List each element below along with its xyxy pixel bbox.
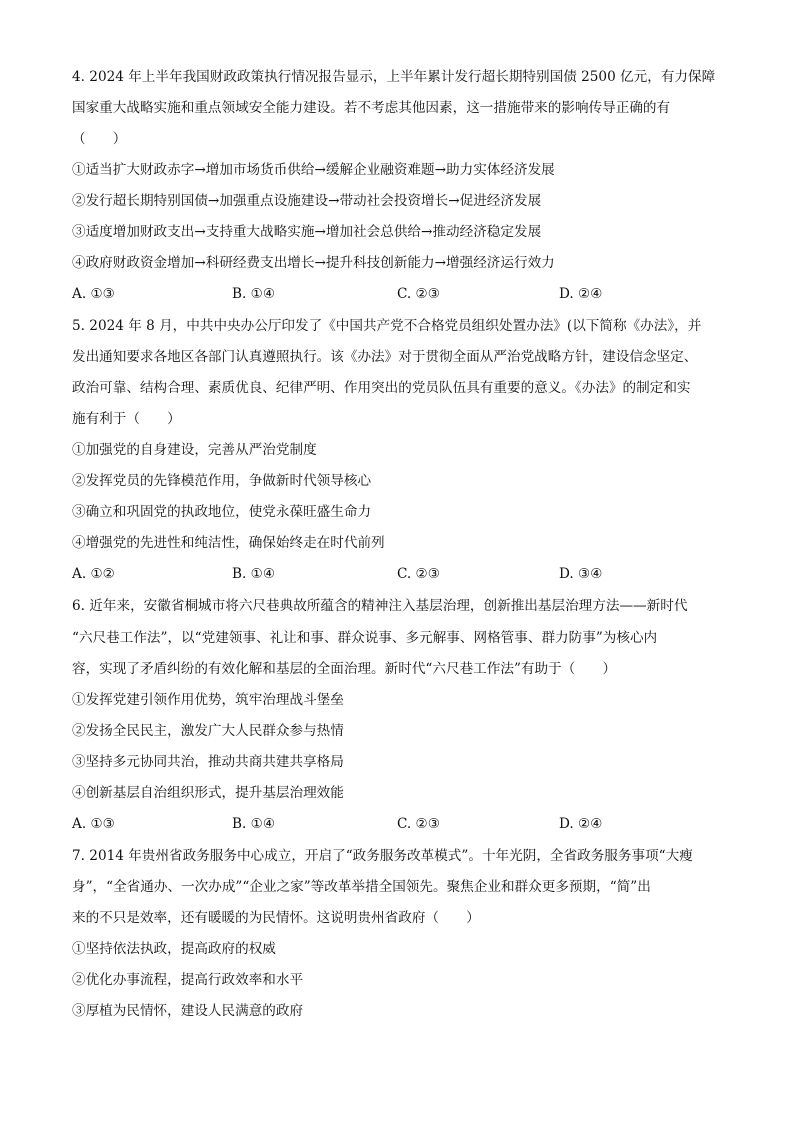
q4-option-c: C. ②③ [397, 286, 440, 302]
q6-options [72, 814, 732, 834]
q7-stem-line-2: 身”，“全省通办、一次办成”“企业之家”等改革举措全国领先。聚焦企业和群众更多预期，“简”出 [72, 879, 651, 895]
q5-stem-line-3: 政治可靠、结构合理、素质优良、纪律严明、作用突出的党员队伍具有重要的意义。《办法》的制定和实 [72, 380, 691, 396]
q6-item-2: ②发扬全民民主，激发广大人民群众参与热情 [72, 723, 344, 739]
q5-options [72, 564, 732, 584]
q5-stem-line-2: 发出通知要求各地区各部门认真遵照执行。该《办法》对于贯彻全面从严治党战略方针，建设信念坚定、 [72, 349, 698, 365]
q6-item-4: ④创新基层自治组织形式，提升基层治理效能 [72, 785, 344, 801]
q5-option-d: D. ③④ [559, 566, 603, 582]
q4-item-4: ④政府财政资金增加→科研经费支出增长→提升科技创新能力→增强经济运行效力 [72, 255, 555, 271]
q7-item-3: ③厚植为民情怀，建设人民满意的政府 [72, 1003, 304, 1019]
q6-stem-line-3: 容，实现了矛盾纠纷的有效化解和基层的全面治理。新时代“六尺巷工作法”有助于（ ） [72, 661, 617, 677]
q6-item-3: ③坚持多元协同共治，推动共商共建共享格局 [72, 754, 344, 770]
q4-stem-line-3: （ ） [72, 131, 127, 147]
q6-stem-line-1: 6. 近年来，安徽省桐城市将六尺巷典故所蕴含的精神注入基层治理，创新推出基层治理方法——新时代 [72, 598, 688, 614]
q6-option-a: A. ①③ [72, 816, 115, 832]
q5-stem-line-1: 5. 2024 年 8 月，中共中央办公厅印发了《中国共产党不合格党员组织处置办法》(以下简称《办法》，并 [72, 318, 702, 334]
q5-option-a: A. ①② [72, 566, 115, 582]
q7-item-2: ②优化办事流程，提高行政效率和水平 [72, 972, 304, 988]
q4-item-1: ①适当扩大财政赤字→增加市场货币供给→缓解企业融资难题→助力实体经济发展 [72, 162, 555, 178]
q4-item-3: ③适度增加财政支出→支持重大战略实施→增加社会总供给→推动经济稳定发展 [72, 224, 542, 240]
q5-stem-line-4: 施有利于（ ） [72, 411, 181, 427]
q5-option-b: B. ①④ [232, 566, 276, 582]
q4-options [72, 284, 732, 304]
q7-stem-line-3: 来的不只是效率，还有暖暖的为民情怀。这说明贵州省政府（ ） [72, 910, 480, 926]
q4-option-a: A. ①③ [72, 286, 115, 302]
q6-item-1: ①发挥党建引领作用优势，筑牢治理战斗堡垒 [72, 692, 344, 708]
q5-item-3: ③确立和巩固党的执政地位，使党永葆旺盛生命力 [72, 504, 372, 520]
q7-stem-line-1: 7. 2014 年贵州省政务服务中心成立，开启了“政务服务改革模式”。十年光阴，全省政务服务事项“大瘦 [72, 848, 693, 864]
q4-stem-line-1: 4. 2024 年上半年我国财政政策执行情况报告显示，上半年累计发行超长期特别国债 2500 亿元，有力保障 [72, 69, 716, 85]
q7-item-1: ①坚持依法执政，提高政府的权威 [72, 941, 276, 957]
q5-item-2: ②发挥党员的先锋模范作用，争做新时代领导核心 [72, 473, 372, 489]
q4-stem-line-2: 国家重大战略实施和重点领域安全能力建设。若不考虑其他因素，这一措施带来的影响传导正确的有 [72, 100, 671, 116]
q6-option-c: C. ②③ [397, 816, 440, 832]
q4-option-d: D. ②④ [559, 286, 603, 302]
q4-option-b: B. ①④ [232, 286, 276, 302]
q6-option-b: B. ①④ [232, 816, 276, 832]
q4-item-2: ②发行超长期特别国债→加强重点设施建设→带动社会投资增长→促进经济发展 [72, 193, 542, 209]
q6-option-d: D. ②④ [559, 816, 603, 832]
q5-item-1: ①加强党的自身建设，完善从严治党制度 [72, 442, 317, 458]
q5-item-4: ④增强党的先进性和纯洁性，确保始终走在时代前列 [72, 535, 385, 551]
q6-stem-line-2: “六尺巷工作法”，以“党建领事、礼让和事、群众说事、多元解事、网格管事、群力防事”为核心内 [72, 630, 658, 646]
q5-option-c: C. ②③ [397, 566, 440, 582]
